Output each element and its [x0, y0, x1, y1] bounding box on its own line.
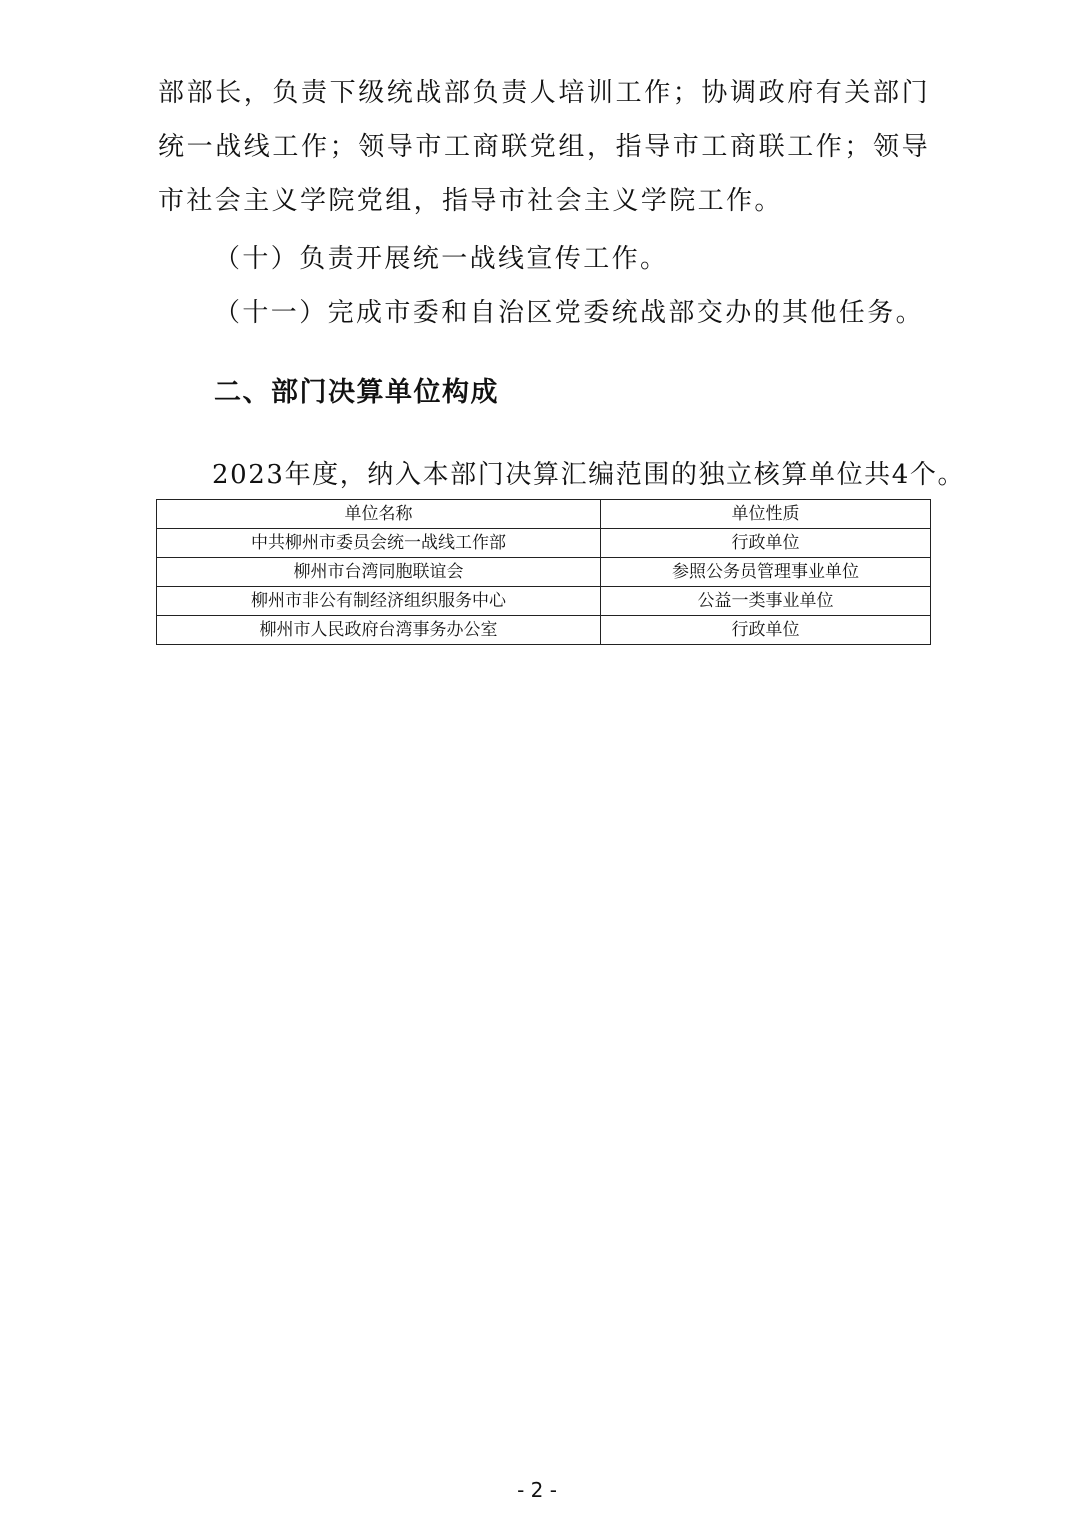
unit-name-cell: 中共柳州市委员会统一战线工作部 [157, 529, 601, 558]
section-heading: 二、部门决算单位构成 [214, 377, 499, 408]
table-row [157, 529, 931, 558]
header-unit-name: 单位名称 [157, 500, 601, 529]
unit-name-cell: 柳州市人民政府台湾事务办公室 [157, 616, 601, 645]
unit-type-cell: 参照公务员管理事业单位 [601, 558, 931, 587]
units-table [156, 499, 931, 645]
unit-name-cell: 柳州市非公有制经济组织服务中心 [157, 587, 601, 616]
unit-type-cell: 行政单位 [601, 616, 931, 645]
table-row [157, 616, 931, 645]
unit-name-cell: 柳州市台湾同胞联谊会 [157, 558, 601, 587]
body-paragraph: 部部长，负责下级统战部负责人培训工作；协调政府有关部门统一战线工作；领导市工商联党组，指导市工商联工作；领导市社会主义学院党组，指导市社会主义学院工作。 [158, 78, 930, 216]
section-intro: 2023年度，纳入本部门决算汇编范围的独立核算单位共4个。 [212, 460, 966, 490]
unit-type-cell: 公益一类事业单位 [601, 587, 931, 616]
unit-type-cell: 行政单位 [601, 529, 931, 558]
duty-item-11: （十一）完成市委和自治区党委统战部交办的其他任务。 [214, 298, 925, 328]
page-number: - 2 - [517, 1478, 557, 1502]
table-row [157, 558, 931, 587]
duty-item-10: （十）负责开展统一战线宣传工作。 [214, 244, 669, 274]
table-header-row [157, 500, 931, 529]
header-unit-type: 单位性质 [601, 500, 931, 529]
table-row [157, 587, 931, 616]
